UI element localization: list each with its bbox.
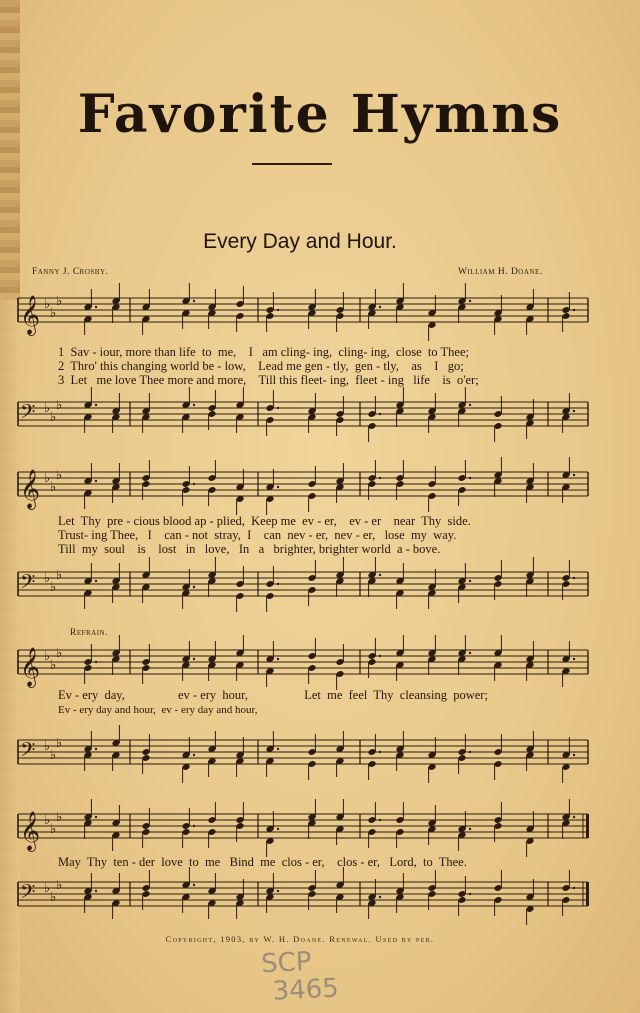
treble-staff-system-4 [0,800,640,860]
dot [573,754,575,756]
flat-accidental: ♭ [50,822,57,837]
dot [95,404,97,406]
hymn-title: Every Day and Hour. [203,230,397,253]
dot [193,825,195,827]
lyric-line: 2 Thro' this changing world be - low, Lead me gen - tly, gen - tly, as I go; [58,359,464,373]
flat-accidental: ♭ [56,398,63,413]
dot [469,652,471,654]
clef-glyph: 𝄞 [20,469,41,509]
clef-glyph: 𝄢 [20,880,36,908]
flat-accidental: ♭ [44,881,51,896]
flat-accidental: ♭ [56,810,63,825]
final-bar-thick [586,882,589,906]
dot [469,404,471,406]
dot [193,404,195,406]
dot [573,887,575,889]
title-divider [252,163,332,165]
dot [469,580,471,582]
clef-glyph: 𝄞 [20,295,41,335]
dot [95,748,97,750]
lyric-line: May Thy ten - der love to me Bind me clos - er, clos - er, Lord, to Thee. [58,855,467,869]
flat-accidental: ♭ [56,878,63,893]
dot [95,890,97,892]
bass-staff-system-3 [0,726,640,786]
flat-accidental: ♭ [50,480,57,495]
flat-accidental: ♭ [44,471,51,486]
dot [469,477,471,479]
dot [573,816,575,818]
clef-glyph: 𝄞 [20,647,41,687]
flat-accidental: ♭ [44,571,51,586]
dot [469,828,471,830]
lyric-line: 3 Let me love Thee more and more, Till this fleet- ing, fleet - ing life is o'er; [58,373,479,387]
page-title: Favorite Hymns [77,84,563,145]
lyric-line: Ev - ery day and hour, ev - ery day and hour, [58,704,258,716]
dot [277,748,279,750]
dot [573,410,575,412]
dot [379,896,381,898]
refrain-label: Refrain. [70,628,108,638]
dot [379,477,381,479]
dot [95,580,97,582]
dot [95,816,97,818]
dot [193,884,195,886]
lyric-line: Ev - ery day, ev - ery hour, Let me feel Thy cleansing power; [58,688,488,702]
flat-accidental: ♭ [44,401,51,416]
dot [379,413,381,415]
flat-accidental: ♭ [56,294,63,309]
lyric-line: Till my soul is lost in love, In a brighter, brighter world a - bove. [58,542,441,556]
dot [469,300,471,302]
dot [573,309,575,311]
treble-staff-system-2 [0,458,640,518]
lyric-line: Trust- ing Thee, I can - not stray, I can nev - er, nev - er, lose my way. [58,528,457,542]
dot [573,474,575,476]
dot [193,300,195,302]
dot [95,480,97,482]
bass-staff-system-4 [0,868,640,928]
dot [95,661,97,663]
dot [469,893,471,895]
final-bar-thick [586,814,589,838]
clef-glyph: 𝄞 [20,811,41,851]
flat-accidental: ♭ [56,736,63,751]
flat-accidental: ♭ [50,658,57,673]
stamp-line: SCP [260,946,313,980]
treble-staff-system-1 [0,284,640,344]
dot [277,890,279,892]
flat-accidental: ♭ [56,568,63,583]
lyric-line: 1 Sav - iour, more than life to me, I am cling- ing, cling- ing, close to Thee; [58,345,469,359]
dot [193,483,195,485]
library-stamp [260,946,353,1011]
dot [277,658,279,660]
dot [277,828,279,830]
dot [193,586,195,588]
flat-accidental: ♭ [56,468,63,483]
dot [379,574,381,576]
dot [193,658,195,660]
flat-accidental: ♭ [50,410,57,425]
dot [277,407,279,409]
flat-accidental: ♭ [44,813,51,828]
dot [469,751,471,753]
flat-accidental: ♭ [56,646,63,661]
flat-accidental: ♭ [44,739,51,754]
flat-accidental: ♭ [50,890,57,905]
flat-accidental: ♭ [50,748,57,763]
dot [193,754,195,756]
dot [277,309,279,311]
dot [379,306,381,308]
clef-glyph: 𝄢 [20,738,36,766]
flat-accidental: ♭ [50,580,57,595]
bass-staff-system-1 [0,388,640,448]
dot [573,658,575,660]
flat-accidental: ♭ [44,297,51,312]
lyricist-credit: Fanny J. Crosby. [32,267,109,277]
copyright-notice: Copyright, 1903, by W. H. Doane. Renewal. Used by per. [165,934,435,944]
bass-staff-system-2 [0,558,640,618]
clef-glyph: 𝄢 [20,570,36,598]
dot [573,577,575,579]
clef-glyph: 𝄢 [20,400,36,428]
lyric-line: Let Thy pre - cious blood ap - plied, Keep me ev - er, ev - er near Thy side. [58,514,471,528]
composer-credit: William H. Doane. [458,267,543,277]
dot [379,751,381,753]
stamp-line: 3465 [271,973,340,1007]
dot [277,486,279,488]
treble-staff-system-3 [0,636,640,696]
flat-accidental: ♭ [44,649,51,664]
dot [379,655,381,657]
flat-accidental: ♭ [50,306,57,321]
dot [95,306,97,308]
dot [277,583,279,585]
dot [379,819,381,821]
